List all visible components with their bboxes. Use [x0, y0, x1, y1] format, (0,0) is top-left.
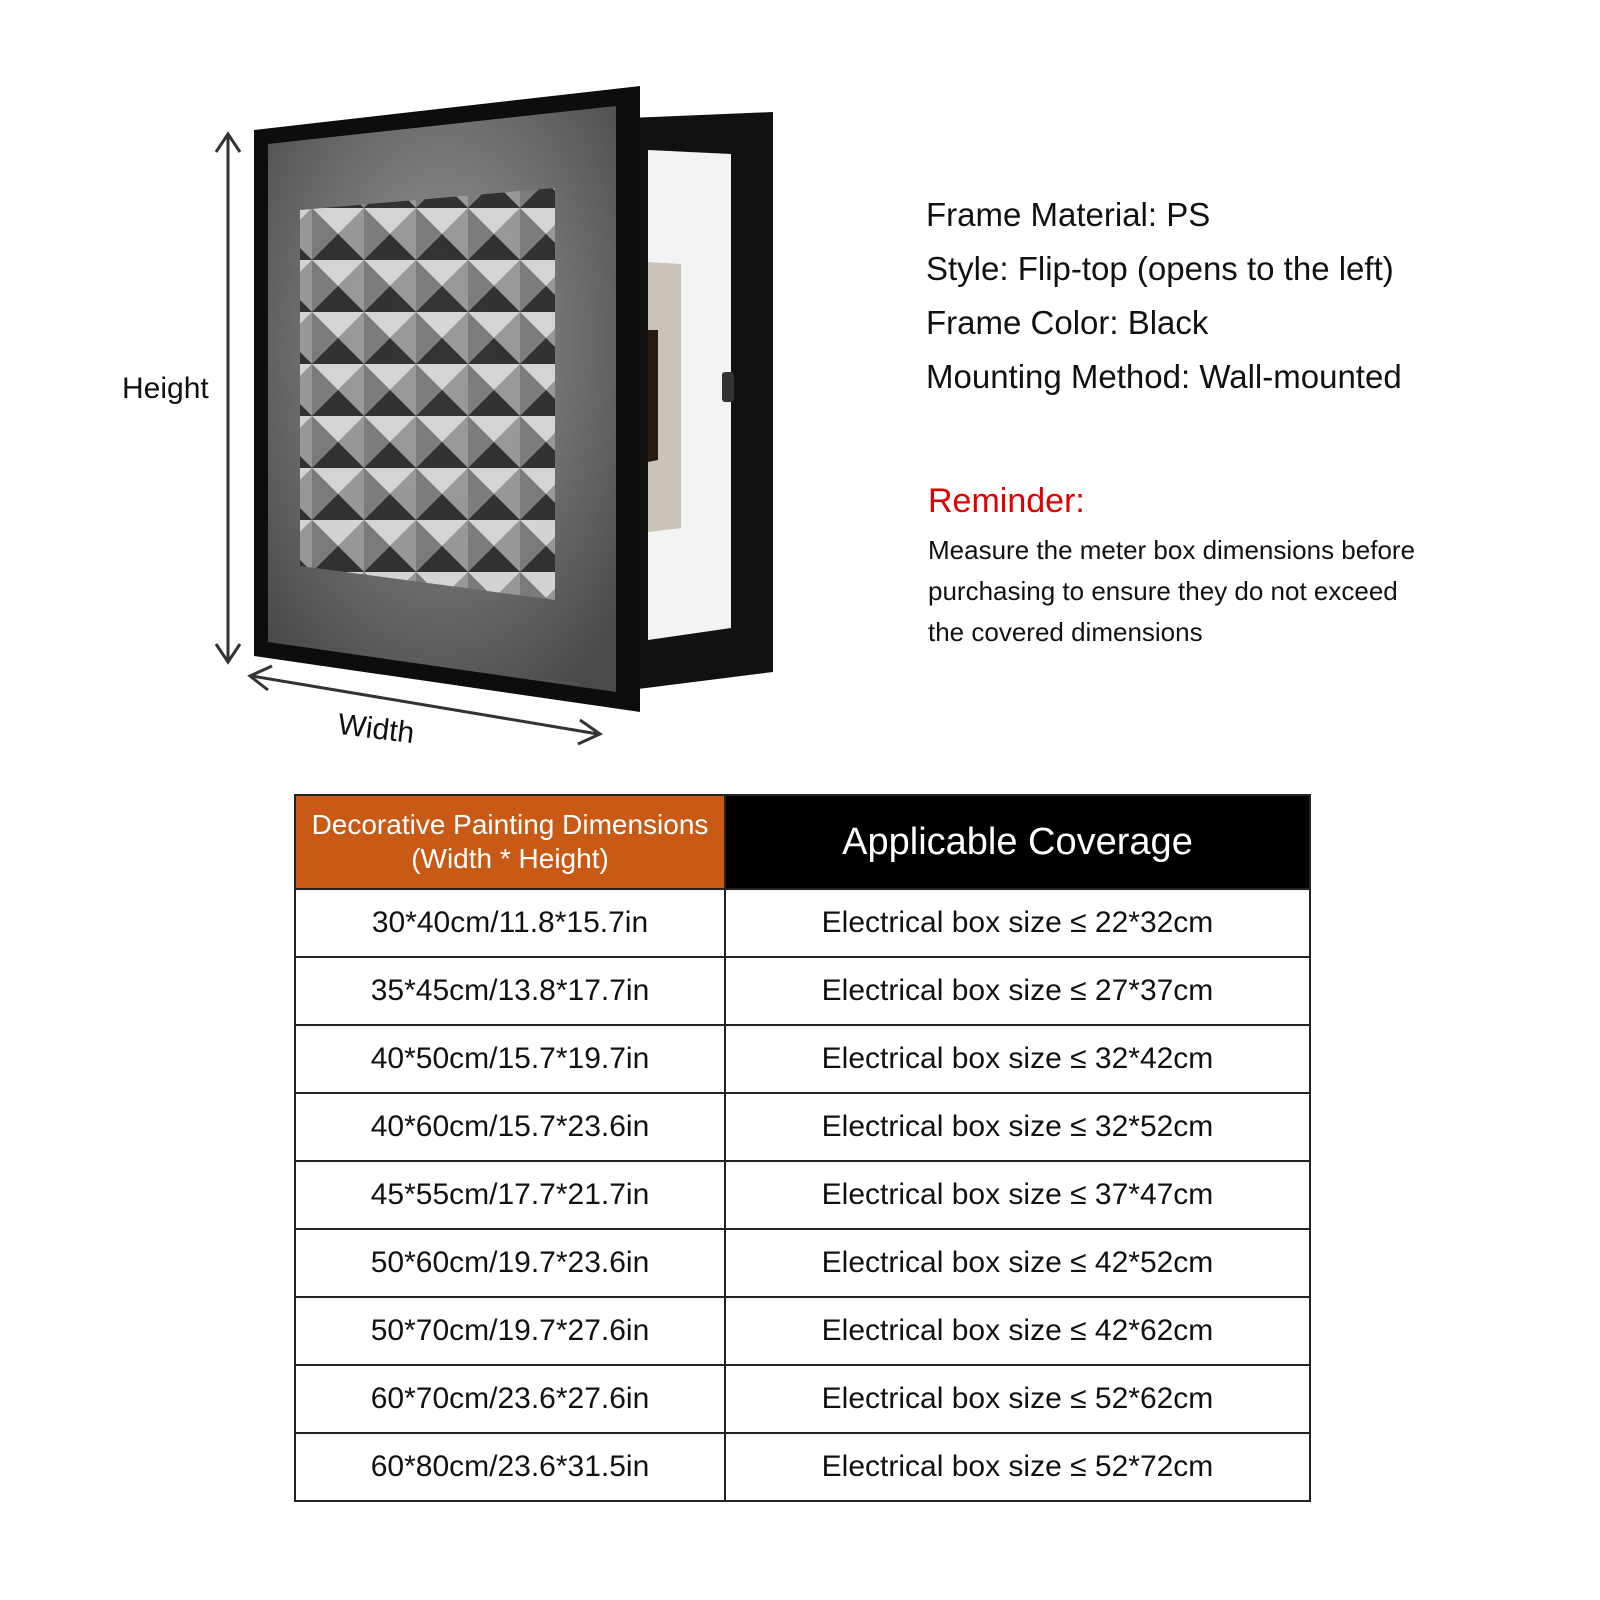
- painting-size-cell: 35*45cm/13.8*17.7in: [295, 957, 725, 1025]
- front-frame: [254, 86, 640, 712]
- header-painting-dimensions: [295, 795, 725, 889]
- reminder-title: Reminder:: [928, 482, 1085, 520]
- painting-size-cell: 30*40cm/11.8*15.7in: [295, 889, 725, 957]
- painting-size-cell: 50*60cm/19.7*23.6in: [295, 1229, 725, 1297]
- coverage-cell: Electrical box size ≤ 22*32cm: [725, 889, 1310, 957]
- spec-style: Style: Flip-top (opens to the left): [926, 250, 1394, 287]
- painting-size-cell: 40*50cm/15.7*19.7in: [295, 1025, 725, 1093]
- painting-size-cell: 45*55cm/17.7*21.7in: [295, 1161, 725, 1229]
- table-row: [295, 1025, 1310, 1093]
- height-label: Height: [122, 372, 209, 405]
- table-row: [295, 1161, 1310, 1229]
- coverage-cell: Electrical box size ≤ 52*72cm: [725, 1433, 1310, 1501]
- table-row: [295, 889, 1310, 957]
- width-label: Width: [335, 708, 417, 751]
- painting-size-cell: 40*60cm/15.7*23.6in: [295, 1093, 725, 1161]
- height-arrow: [216, 134, 240, 662]
- coverage-cell: Electrical box size ≤ 42*52cm: [725, 1229, 1310, 1297]
- table-row: [295, 1229, 1310, 1297]
- header-left-line1: Decorative Painting Dimensions: [311, 809, 709, 840]
- reminder-line: the covered dimensions: [928, 617, 1203, 647]
- coverage-cell: Electrical box size ≤ 37*47cm: [725, 1161, 1310, 1229]
- table-row: [295, 1093, 1310, 1161]
- header-left-line2: (Width * Height): [411, 843, 609, 874]
- painting-size-cell: 60*70cm/23.6*27.6in: [295, 1365, 725, 1433]
- spec-mounting-method: Mounting Method: Wall-mounted: [926, 358, 1402, 395]
- latch-icon: [722, 372, 734, 402]
- spec-frame-color: Frame Color: Black: [926, 304, 1209, 341]
- coverage-cell: Electrical box size ≤ 42*62cm: [725, 1297, 1310, 1365]
- coverage-cell: Electrical box size ≤ 52*62cm: [725, 1365, 1310, 1433]
- table-row: [295, 957, 1310, 1025]
- product-figure: [0, 0, 820, 760]
- painting-size-cell: 50*70cm/19.7*27.6in: [295, 1297, 725, 1365]
- reminder-block: [928, 480, 1488, 653]
- table-row: [295, 1365, 1310, 1433]
- open-back-frame: [630, 112, 773, 690]
- painting-size-cell: 60*80cm/23.6*31.5in: [295, 1433, 725, 1501]
- coverage-cell: Electrical box size ≤ 32*52cm: [725, 1093, 1310, 1161]
- spec-frame-material: Frame Material: PS: [926, 196, 1211, 233]
- table-header-row: [295, 795, 1310, 889]
- coverage-cell: Electrical box size ≤ 32*42cm: [725, 1025, 1310, 1093]
- table-row: [295, 1297, 1310, 1365]
- reminder-line: Measure the meter box dimensions before: [928, 535, 1416, 565]
- reminder-text: [928, 530, 1488, 653]
- spec-list: [926, 188, 1402, 404]
- size-table: [294, 794, 1311, 1502]
- coverage-cell: Electrical box size ≤ 27*37cm: [725, 957, 1310, 1025]
- table-row: [295, 1433, 1310, 1501]
- reminder-line: purchasing to ensure they do not exceed: [928, 576, 1398, 606]
- header-applicable-coverage: Applicable Coverage: [725, 795, 1310, 889]
